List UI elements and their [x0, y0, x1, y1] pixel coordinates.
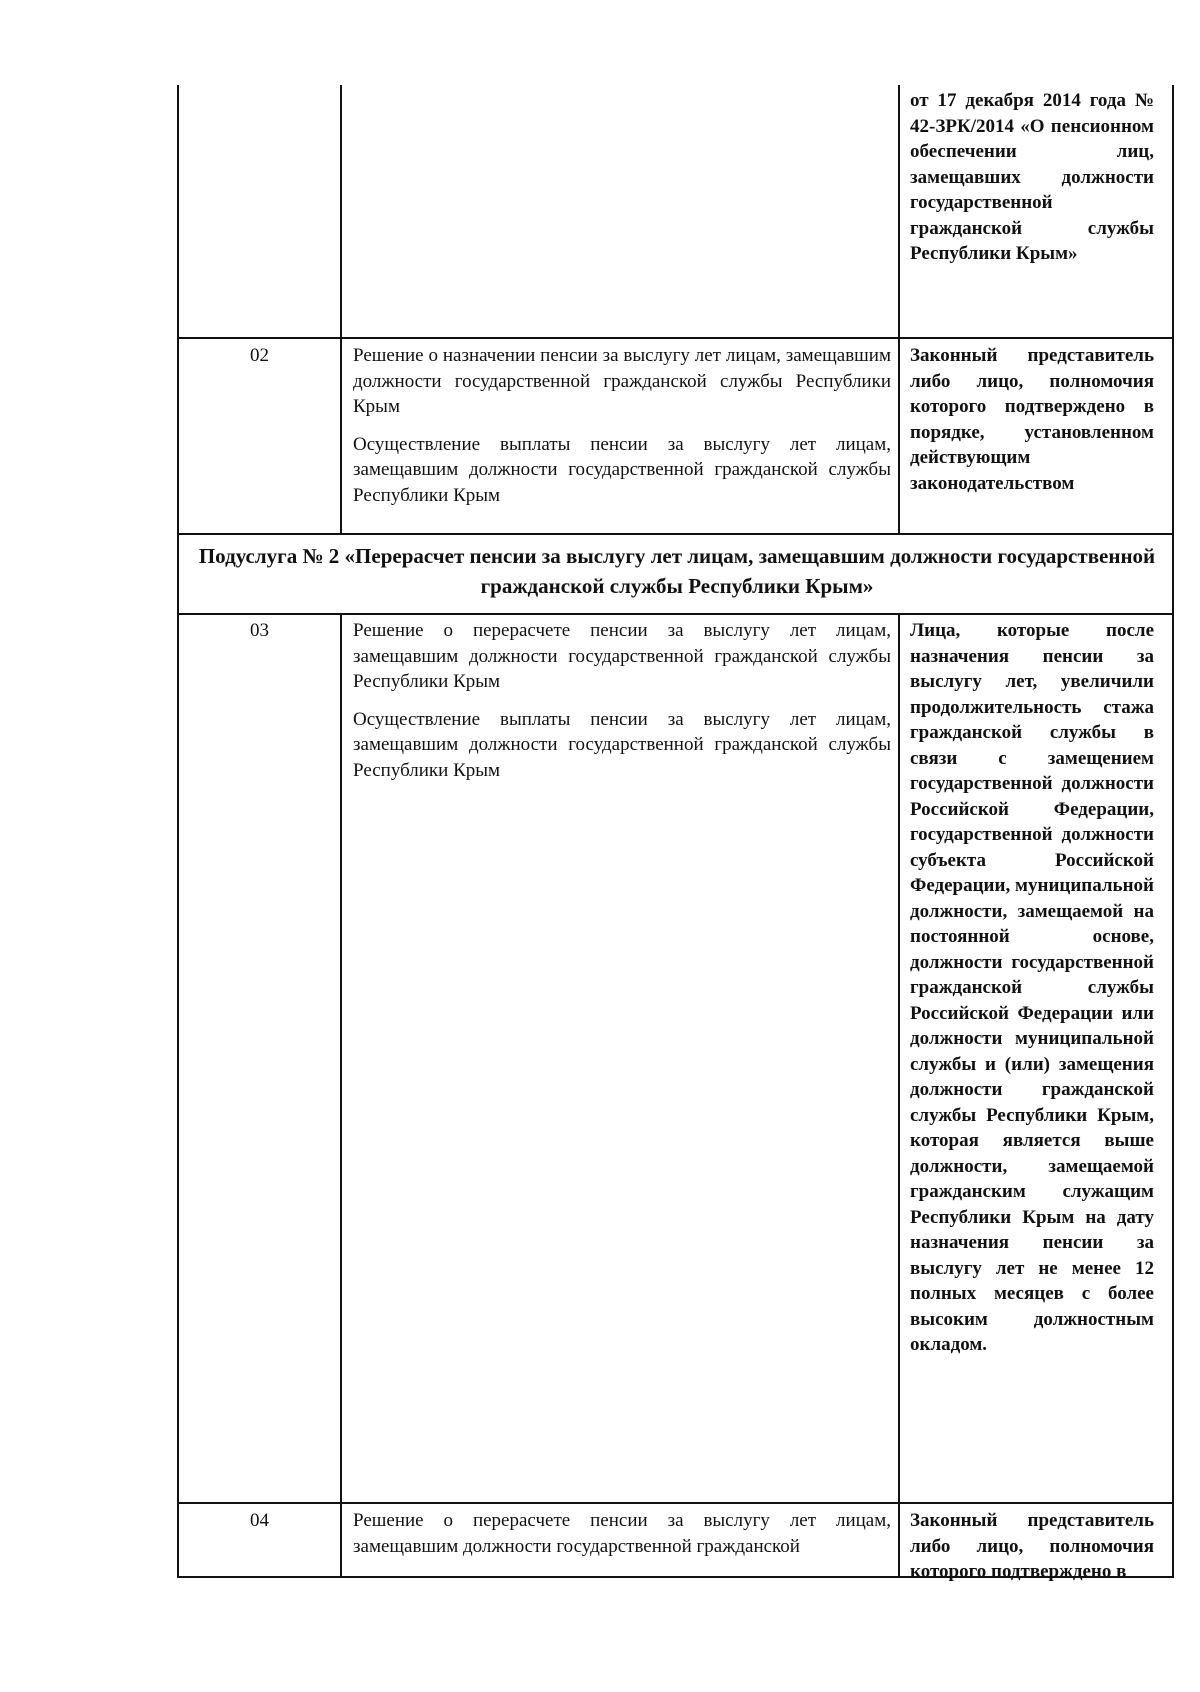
table-right-border: [1172, 85, 1174, 535]
table-left-border: [177, 533, 179, 615]
row-divider: [177, 533, 1173, 535]
result-text: Осуществление выплаты пенсии за выслугу лет лицам, замещавшим должности государственной гражданской службы Республики Крым: [353, 433, 891, 506]
column-divider: [898, 613, 900, 1578]
row-number: 03: [250, 620, 269, 641]
result-cell: [353, 1508, 891, 1571]
applicants-text: Законный представитель либо лицо, полномочия которого подтверждено в: [910, 1510, 1154, 1582]
applicants-cell: [910, 618, 1154, 1358]
applicants-text: Законный представитель либо лицо, полномочия которого подтверждено в порядке, установленном действующим законодательством: [910, 345, 1154, 494]
result-text: Решение о перерасчете пенсии за выслугу лет лицам, замещавшим должности государственной гражданской: [353, 1510, 891, 1557]
result-text: Решение о назначении пенсии за выслугу лет лицам, замещавшим должности государственной гражданской службы Республики Крым: [353, 345, 891, 417]
row-number: 04: [250, 1510, 269, 1531]
row-divider: [177, 1502, 1173, 1504]
column-divider: [898, 85, 900, 535]
column-divider: [340, 85, 342, 535]
table-left-border: [177, 613, 179, 1578]
applicants-text: Лица, которые после назначения пенсии за выслугу лет, увеличили продолжительность стажа гражданской службы в связи с замещением государственной должности Российской Федерации, государственной должности субъекта Российской Федерации, муниципальной должности, замещаемой на постоянной основе, должности государственной гражданской службы Российской Федерации или должности муниципальной службы и (или) замещения должности гражданской службы Республики Крым, которая является выше должности, замещаемой гражданским служащим Республики Крым на дату назначения пенсии за выслугу лет не менее 12 полных месяцев с более высоким должностным окладом.: [910, 620, 1154, 1355]
row-divider: [177, 613, 1173, 615]
applicants-cell: [910, 343, 1154, 496]
row-divider: [177, 337, 1173, 339]
result-cell: [353, 343, 891, 520]
row-number: 02: [250, 345, 269, 366]
column-divider: [340, 613, 342, 1578]
applicants-cell: [910, 1508, 1154, 1585]
table-right-border: [1172, 613, 1174, 1578]
result-text: Осуществление выплаты пенсии за выслугу лет лицам, замещавшим должности государственной гражданской службы Республики Крым: [353, 708, 891, 781]
table-right-border: [1172, 533, 1174, 615]
applicants-text: от 17 декабря 2014 года № 42-ЗРК/2014 «О пенсионном обеспечении лиц, замещавших должности государственной гражданской службы Республики Крым»: [910, 90, 1154, 264]
table-left-border: [177, 85, 179, 535]
subservice-heading: Подуслуга № 2 «Перерасчет пенсии за выслугу лет лицам, замещавшим должности государственной гражданской службы Республики Крым»: [198, 544, 1156, 598]
applicants-cell: [910, 88, 1154, 267]
result-cell: [353, 618, 891, 795]
result-text: Решение о перерасчете пенсии за выслугу лет лицам, замещавшим должности государственной гражданской службы Республики Крым: [353, 620, 891, 692]
